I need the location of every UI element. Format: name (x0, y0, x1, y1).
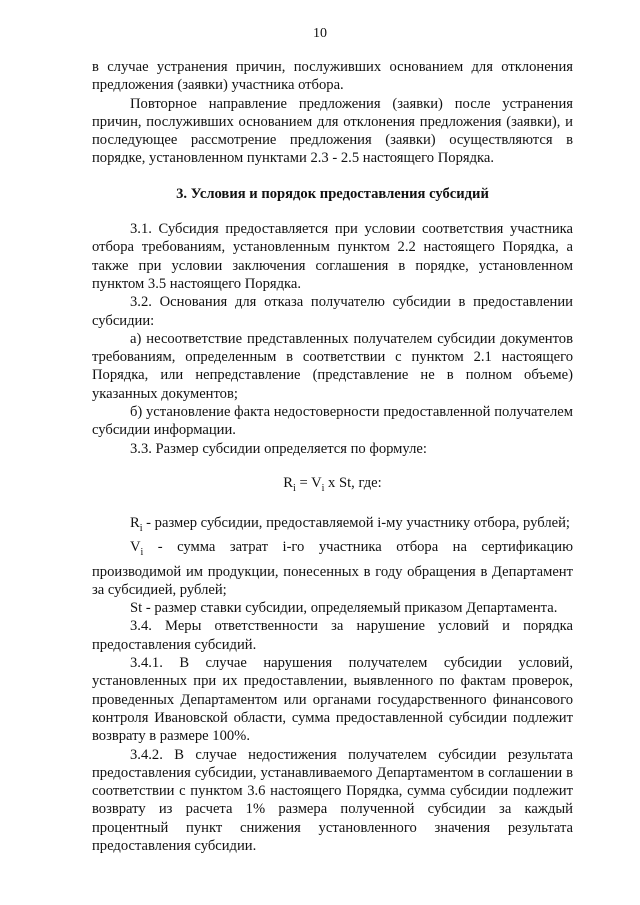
formula-eq: = (295, 474, 312, 491)
paragraph-3-4: 3.4. Меры ответственности за нарушение условий и порядка предоставления субсидий. (92, 618, 573, 653)
subsidy-formula (92, 474, 573, 498)
paragraph-3-2: 3.2. Основания для отказа получателю субсидии в предоставлении субсидии: (92, 294, 573, 329)
document-body (92, 58, 573, 855)
paragraph-3-2-a: а) несоответствие представленных получателем субсидии документов требованиям, определенным в соответствии с пунктом 2.1 настоящего Порядка, или непредставление (представление не в полном объеме) указанных документов; (92, 330, 573, 402)
definition-st: St - размер ставки субсидии, определяемый приказом Департамента. (130, 600, 558, 617)
definition-vi (92, 538, 573, 599)
definition-ri-symbol: R (130, 515, 140, 532)
page-number: 10 (313, 26, 327, 41)
formula-rest: x St, где: (324, 474, 382, 491)
paragraph-3-4-1: 3.4.1. В случае нарушения получателем субсидии условий, установленных при их предоставлении, выявленного по фактам проверок, проведенных Департаментом или органами государственного финансового контроля Ивановской области, сумма предоставленной субсидии подлежит возврату в размере 100%. (92, 655, 573, 745)
formula-r-sub: i (293, 482, 296, 494)
paragraph-3-3: 3.3. Размер субсидии определяется по формуле: (130, 440, 427, 457)
formula-v: V (311, 474, 322, 491)
section-heading: 3. Условия и порядок предоставления субсидий (176, 185, 489, 202)
definition-vi-symbol: V (130, 539, 141, 556)
paragraph-3-1: 3.1. Субсидия предоставляется при условии соответствия участника отбора требованиям, установленным пунктом 2.2 настоящего Порядка, а также при условии заключения соглашения в порядке, установленном пунктом 3.5 настоящего Порядка. (92, 221, 573, 292)
formula-v-sub: i (321, 482, 325, 494)
definition-ri-text: - размер субсидии, предоставляемой i-му участнику отбора, рублей; (142, 515, 570, 532)
formula-r: R (283, 474, 294, 491)
paragraph-resubmission: Повторное направление предложения (заявки) после устранения причин, послуживших основанием для отклонения предложения (заявки), и последующее рассмотрение предложения (заявки) осуществляются в порядке, установленном пунктами 2.3 - 2.5 настоящего Порядка. (92, 95, 573, 167)
definition-vi-text: - сумма затрат i-го участника отбора на сертификацию производимой им продукции, понесенных в году обращения в Департамент за субсидией, рублей; (92, 539, 573, 598)
paragraph-continuation: в случае устранения причин, послуживших основанием для отклонения предложения (заявки) участника отбора. (92, 59, 573, 94)
paragraph-3-2-b: б) установление факта недостоверности предоставленной получателем субсидии информации. (92, 404, 573, 439)
definition-vi-sub: i (140, 547, 144, 559)
definition-ri-sub: i (139, 523, 143, 535)
definition-ri (92, 514, 573, 538)
paragraph-3-4-2: 3.4.2. В случае недостижения получателем субсидии результата предоставления субсидии, устанавливаемого Департаментом в соглашении в соответствии с пунктом 3.6 настоящего Порядка, сумма субсидии подлежит возврату из расчета 1% размера полученной субсидии за каждый процентный пункт снижения установленного значения результата предоставления субсидии. (92, 746, 573, 854)
